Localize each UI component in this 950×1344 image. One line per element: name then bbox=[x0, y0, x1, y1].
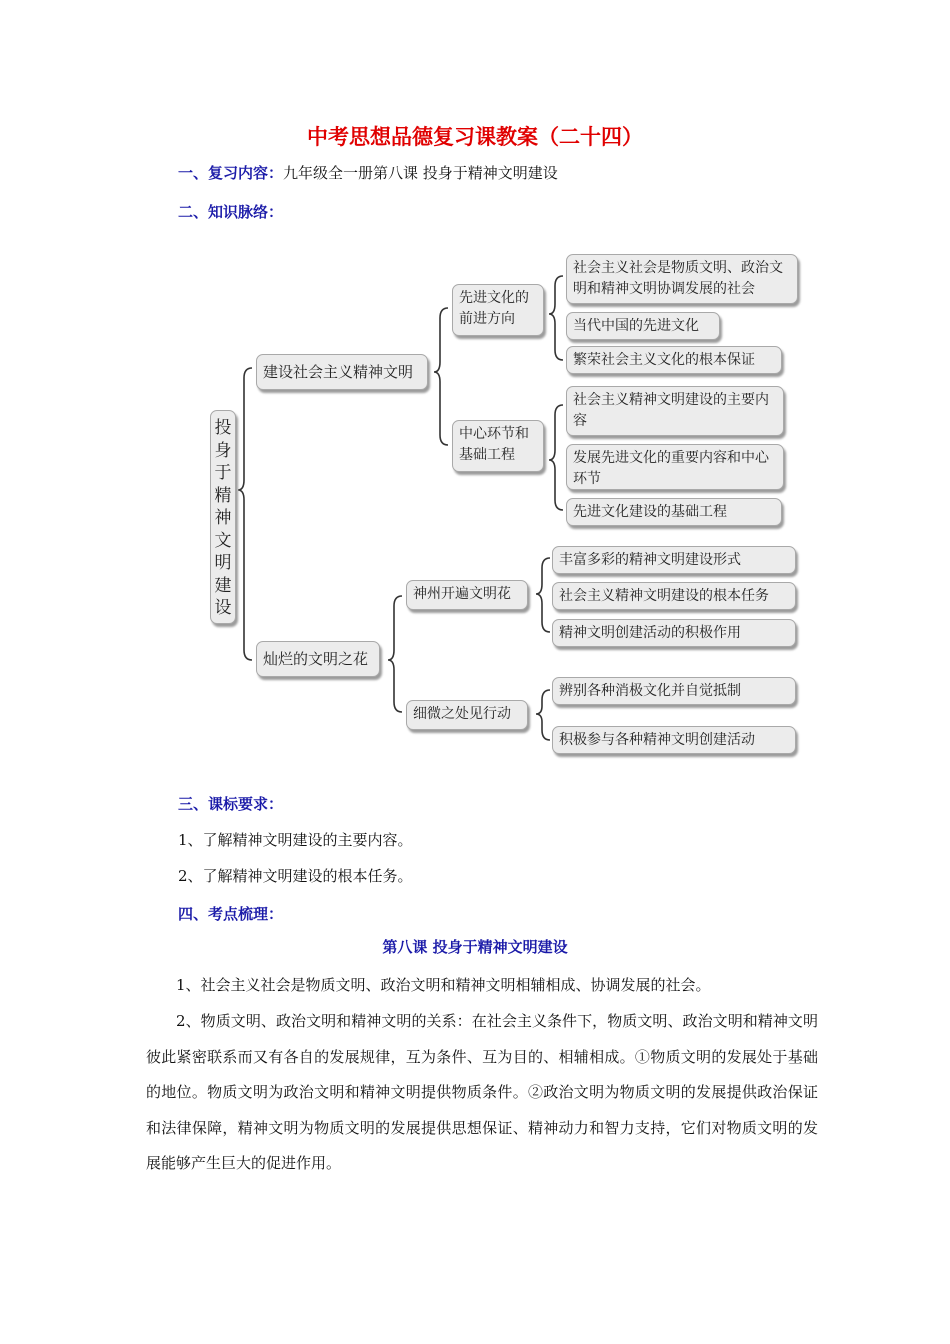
requirement-item: 1、了解精神文明建设的主要内容。 bbox=[178, 831, 413, 849]
requirement-item: 2、了解精神文明建设的根本任务。 bbox=[178, 867, 413, 885]
section-1-text: 九年级全一册第八课 投身于精神文明建设 bbox=[283, 164, 558, 182]
page-title: 中考思想品德复习课教案（二十四） bbox=[307, 124, 643, 149]
sub-action-in-details: 细微之处见行动 bbox=[406, 700, 528, 730]
sub-central-link-basic-project: 中心环节和基础工程 bbox=[452, 420, 544, 472]
section-2-heading: 二、知识脉络： bbox=[178, 203, 284, 221]
leaf-item: 社会主义社会是物质文明、政治文明和精神文明协调发展的社会 bbox=[566, 254, 798, 304]
leaf-item: 当代中国的先进文化 bbox=[566, 312, 720, 340]
leaf-item: 丰富多彩的精神文明建设形式 bbox=[552, 546, 796, 574]
section-1-heading: 一、复习内容： bbox=[178, 164, 284, 182]
leaf-item: 繁荣社会主义文化的根本保证 bbox=[566, 346, 782, 374]
section-3-heading: 三、课标要求： bbox=[178, 795, 284, 813]
sub-civilization-flowers: 神州开遍文明花 bbox=[406, 580, 528, 610]
leaf-item: 社会主义精神文明建设的主要内容 bbox=[566, 386, 784, 436]
sub-advanced-culture-direction: 先进文化的前进方向 bbox=[452, 284, 544, 336]
leaf-item: 积极参与各种精神文明创建活动 bbox=[552, 726, 796, 754]
leaf-item: 社会主义精神文明建设的根本任务 bbox=[552, 582, 796, 610]
lesson-title: 第八课 投身于精神文明建设 bbox=[382, 938, 568, 956]
leaf-item: 先进文化建设的基础工程 bbox=[566, 498, 782, 526]
branch-brilliant-civilization-label: 灿烂的文明之花 bbox=[256, 641, 380, 677]
point-paragraph: 2、物质文明、政治文明和精神文明的关系：在社会主义条件下，物质文明、政治文明和精神文明彼此紧密联系而又有各自的发展规律，互为条件、互为目的、相辅相成。①物质文明的发展处于基础的地位。物质文明为政治文明和精神文明提供物质条件。②政治文明为物质文明的发展提供政治保证和法律保障，精神文明为物质文明的发展提供思想保证、精神动力和智力支持，它们对物质文明的发展能够产生巨大的促进作用。 bbox=[146, 1012, 818, 1173]
mind-map-root: 投身于精神文明建设 bbox=[210, 410, 236, 624]
section-4-heading: 四、考点梳理： bbox=[178, 905, 284, 923]
branch-build-socialist-civilization: 建设社会主义精神文明 bbox=[256, 354, 428, 390]
leaf-item: 精神文明创建活动的积极作用 bbox=[552, 619, 796, 647]
leaf-item: 发展先进文化的重要内容和中心环节 bbox=[566, 444, 784, 490]
leaf-item: 辨别各种消极文化并自觉抵制 bbox=[552, 677, 796, 705]
point-paragraph: 1、社会主义社会是物质文明、政治文明和精神文明相辅相成、协调发展的社会。 bbox=[176, 976, 711, 994]
